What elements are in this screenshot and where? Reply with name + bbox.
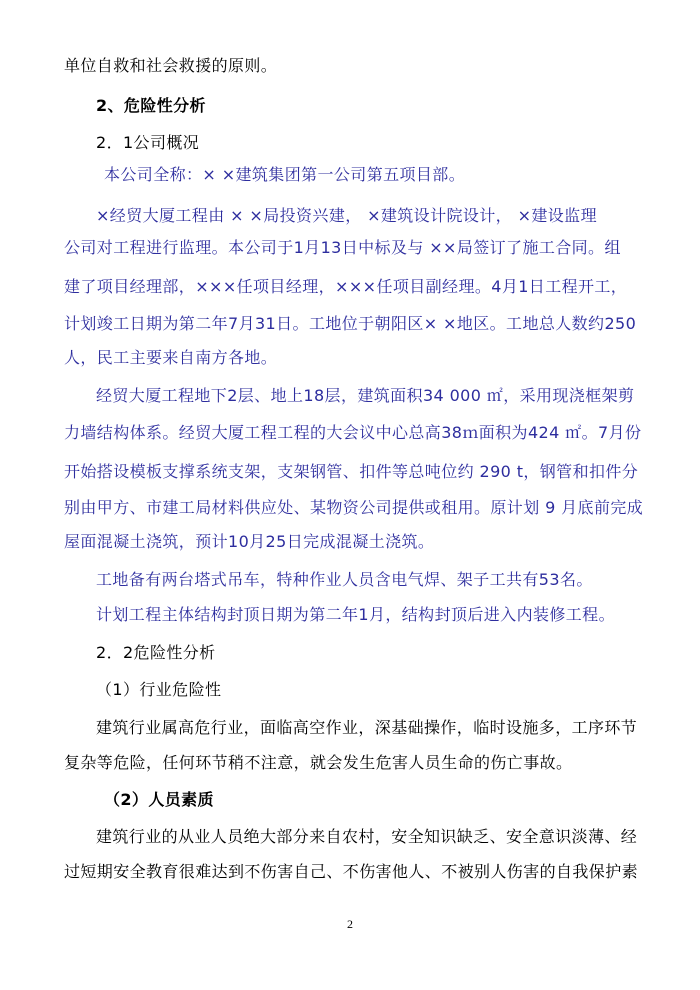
schedule-line: 计划工程主体结构封顶日期为第二年1月，结构封顶后进入内装修工程。 <box>96 605 615 624</box>
building-paragraph-line-1: 经贸大厦工程地下2层、地上18层，建筑面积34 000 ㎡，采用现浇框架剪 <box>96 386 635 405</box>
building-paragraph-line-2: 力墙结构体系。经贸大厦工程工程的大会议中心总高38ｍ面积为424 ㎡。7月份 <box>64 423 642 442</box>
text-line-1: 单位自救和社会救援的原则。 <box>64 56 278 75</box>
building-paragraph-line-5: 屋面混凝土浇筑，预计10月25日完成混凝土浇筑。 <box>64 532 435 551</box>
subsection-heading-hazard-analysis: 2．2危险性分析 <box>96 643 216 662</box>
project-paragraph-line-5: 人，民工主要来自南方各地。 <box>64 348 278 367</box>
building-paragraph-line-4: 别由甲方、市建工局材料供应处、某物资公司提供或租用。原计划 9 月底前完成 <box>64 498 644 517</box>
personnel-paragraph-line-1: 建筑行业的从业人员绝大部分来自农村，安全知识缺乏、安全意识淡薄、经 <box>96 827 638 846</box>
project-paragraph-line-3: 建了项目经理部，×××任项目经理，×××任项目副经理。4月1日工程开工， <box>64 277 628 296</box>
project-paragraph-line-1: ×经贸大厦工程由 × ×局投资兴建， ×建筑设计院设计， ×建设监理 <box>96 206 597 225</box>
page-number: 2 <box>347 917 353 931</box>
company-name-line: 本公司全称：× ×建筑集团第一公司第五项目部。 <box>104 165 466 184</box>
project-paragraph-line-4: 计划竣工日期为第二年7月31日。工地位于朝阳区× ×地区。工地总人数约250 <box>64 314 637 333</box>
project-paragraph-line-2: 公司对工程进行监理。本公司于1月13日中标及与 ××局签订了施工合同。组 <box>64 238 621 257</box>
item-heading-industry-risk: （1）行业危险性 <box>96 680 222 699</box>
section-heading-hazard-analysis: 2、危险性分析 <box>96 96 206 115</box>
equipment-line: 工地备有两台塔式吊车，特种作业人员含电气焊、架子工共有53名。 <box>96 570 593 589</box>
industry-risk-line-1: 建筑行业属高危行业，面临高空作业，深基础操作，临时设施多，工序环节 <box>96 718 638 737</box>
personnel-paragraph-line-2: 过短期安全教育很难达到不伤害自己、不伤害他人、不被别人伤害的自我保护素 <box>64 862 639 881</box>
item-heading-personnel-quality: （2）人员素质 <box>104 790 214 809</box>
industry-risk-line-2: 复杂等危险，任何环节稍不注意，就会发生危害人员生命的伤亡事故。 <box>64 753 573 772</box>
building-paragraph-line-3: 开始搭设模板支撑系统支架，支架钢管、扣件等总吨位约 290 t，钢管和扣件分 <box>64 462 639 481</box>
subsection-heading-company-overview: 2．1公司概况 <box>96 133 200 152</box>
